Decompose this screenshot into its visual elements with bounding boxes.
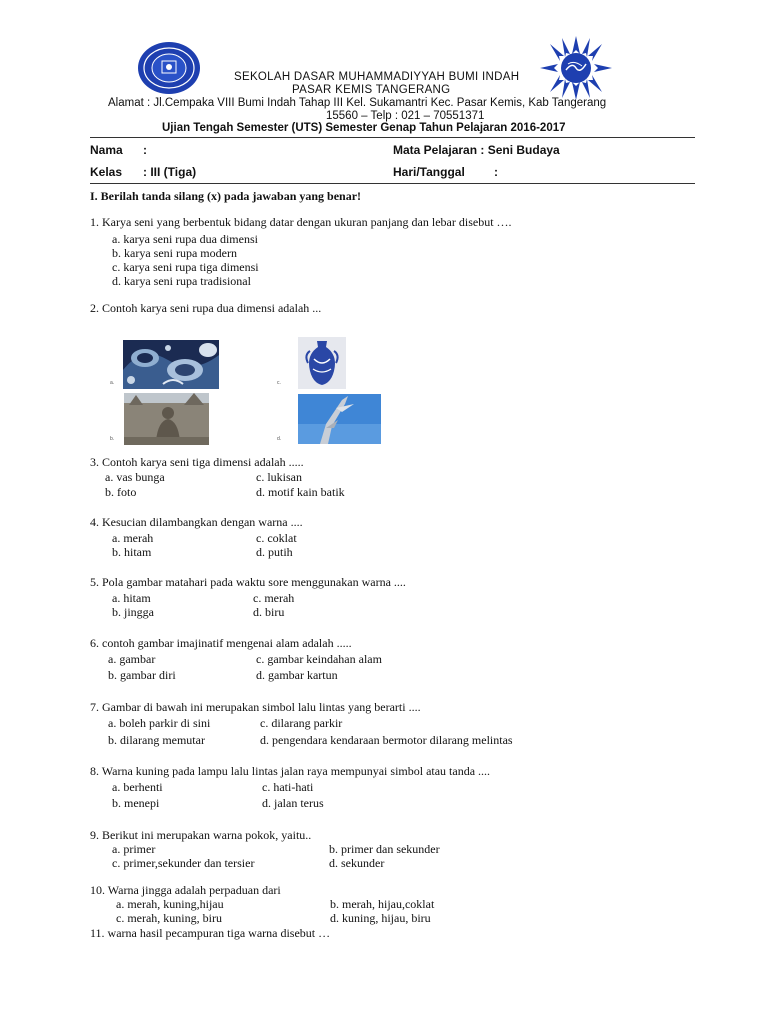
q1-option-d: d. karya seni rupa tradisional (112, 274, 251, 288)
question-11: 11. warna hasil pecampuran tiga warna disebut … (90, 926, 331, 940)
monument-image (298, 394, 381, 444)
kelas-label: Kelas (90, 165, 123, 179)
q5-option-d: d. biru (253, 605, 285, 619)
q1-option-b: b. karya seni rupa modern (112, 246, 237, 260)
q8-option-d: d. jalan terus (262, 796, 324, 810)
q7-option-b: b. dilarang memutar (108, 733, 205, 747)
q9-option-a: a. primer (112, 842, 156, 856)
question-4: 4. Kesucian dilambangkan dengan warna .... (90, 515, 303, 529)
question-2: 2. Contoh karya seni rupa dua dimensi adalah ... (90, 301, 322, 315)
q5-option-a: a. hitam (112, 591, 151, 605)
q10-option-b: b. merah, hijau,coklat (330, 897, 435, 911)
nama-separator: : (143, 143, 147, 157)
school-name: SEKOLAH DASAR MUHAMMADIYYAH BUMI INDAH (234, 71, 520, 83)
header-divider-top (90, 137, 695, 138)
school-logo-left (136, 40, 202, 96)
q9-option-c: c. primer,sekunder dan tersier (112, 856, 255, 870)
q4-option-d: d. putih (256, 545, 293, 559)
question-7: 7. Gambar di bawah ini merupakan simbol lalu lintas yang berarti .... (90, 700, 421, 714)
mata-pelajaran: Mata Pelajaran : Seni Budaya (393, 143, 560, 157)
q1-option-c: c. karya seni rupa tiga dimensi (112, 260, 259, 274)
question-3: 3. Contoh karya seni tiga dimensi adalah ..... (90, 455, 304, 469)
nama-label: Nama (90, 143, 123, 157)
q5-option-c: c. merah (253, 591, 295, 605)
question-10: 10. Warna jingga adalah perpaduan dari (90, 883, 281, 897)
school-location: PASAR KEMIS TANGERANG (292, 84, 451, 96)
batik-image (123, 340, 219, 389)
q2-label-a: a. (110, 380, 115, 386)
school-postal-phone: 15560 – Telp : 021 – 70551371 (326, 110, 485, 122)
q4-option-b: b. hitam (112, 545, 152, 559)
question-9: 9. Berikut ini merupakan warna pokok, yaitu.. (90, 828, 312, 842)
question-6: 6. contoh gambar imajinatif mengenai alam adalah ..... (90, 636, 352, 650)
hari-tanggal-label: Hari/Tanggal (393, 165, 465, 179)
q8-option-a: a. berhenti (112, 780, 163, 794)
q8-option-c: c. hati-hati (262, 780, 314, 794)
q3-option-c: c. lukisan (256, 470, 302, 484)
q2-label-c: c. (277, 380, 281, 386)
hari-tanggal-separator: : (494, 165, 498, 179)
q4-option-c: c. coklat (256, 531, 297, 545)
q8-option-b: b. menepi (112, 796, 160, 810)
q10-option-c: c. merah, kuning, biru (116, 911, 222, 925)
q7-option-c: c. dilarang parkir (260, 716, 343, 730)
section-instruction: I. Berilah tanda silang (x) pada jawaban yang benar! (90, 189, 362, 203)
q7-option-a: a. boleh parkir di sini (108, 716, 211, 730)
statue-image (124, 393, 209, 445)
q1-option-a: a. karya seni rupa dua dimensi (112, 232, 258, 246)
question-5: 5. Pola gambar matahari pada waktu sore menggunakan warna .... (90, 575, 406, 589)
question-8: 8. Warna kuning pada lampu lalu lintas jalan raya mempunyai simbol atau tanda .... (90, 764, 491, 778)
q10-option-d: d. kuning, hijau, biru (330, 911, 431, 925)
q6-option-a: a. gambar (108, 652, 156, 666)
q3-option-b: b. foto (105, 485, 137, 499)
q4-option-a: a. merah (112, 531, 154, 545)
header-divider-bottom (90, 183, 695, 184)
q3-option-a: a. vas bunga (105, 470, 165, 484)
exam-title: Ujian Tengah Semester (UTS) Semester Genap Tahun Pelajaran 2016-2017 (162, 122, 566, 134)
q6-option-d: d. gambar kartun (256, 668, 338, 682)
q3-option-d: d. motif kain batik (256, 485, 345, 499)
q9-option-b: b. primer dan sekunder (329, 842, 440, 856)
q9-option-d: d. sekunder (329, 856, 385, 870)
school-address: Alamat : Jl.Cempaka VIII Bumi Indah Tahap III Kel. Sukamantri Kec. Pasar Kemis, Kab Tangerang (108, 97, 607, 109)
q2-label-b: b. (110, 436, 115, 442)
q6-option-c: c. gambar keindahan alam (256, 652, 382, 666)
q7-option-d: d. pengendara kendaraan bermotor dilarang melintas (260, 733, 513, 747)
question-1: 1. Karya seni yang berbentuk bidang datar dengan ukuran panjang dan lebar disebut …. (90, 215, 512, 229)
q6-option-b: b. gambar diri (108, 668, 176, 682)
muhammadiyah-logo-right (538, 34, 614, 102)
q5-option-b: b. jingga (112, 605, 154, 619)
kelas-value: : III (Tiga) (143, 165, 197, 179)
q10-option-a: a. merah, kuning,hijau (116, 897, 224, 911)
vase-image (298, 337, 346, 389)
q2-label-d: d. (277, 436, 282, 442)
